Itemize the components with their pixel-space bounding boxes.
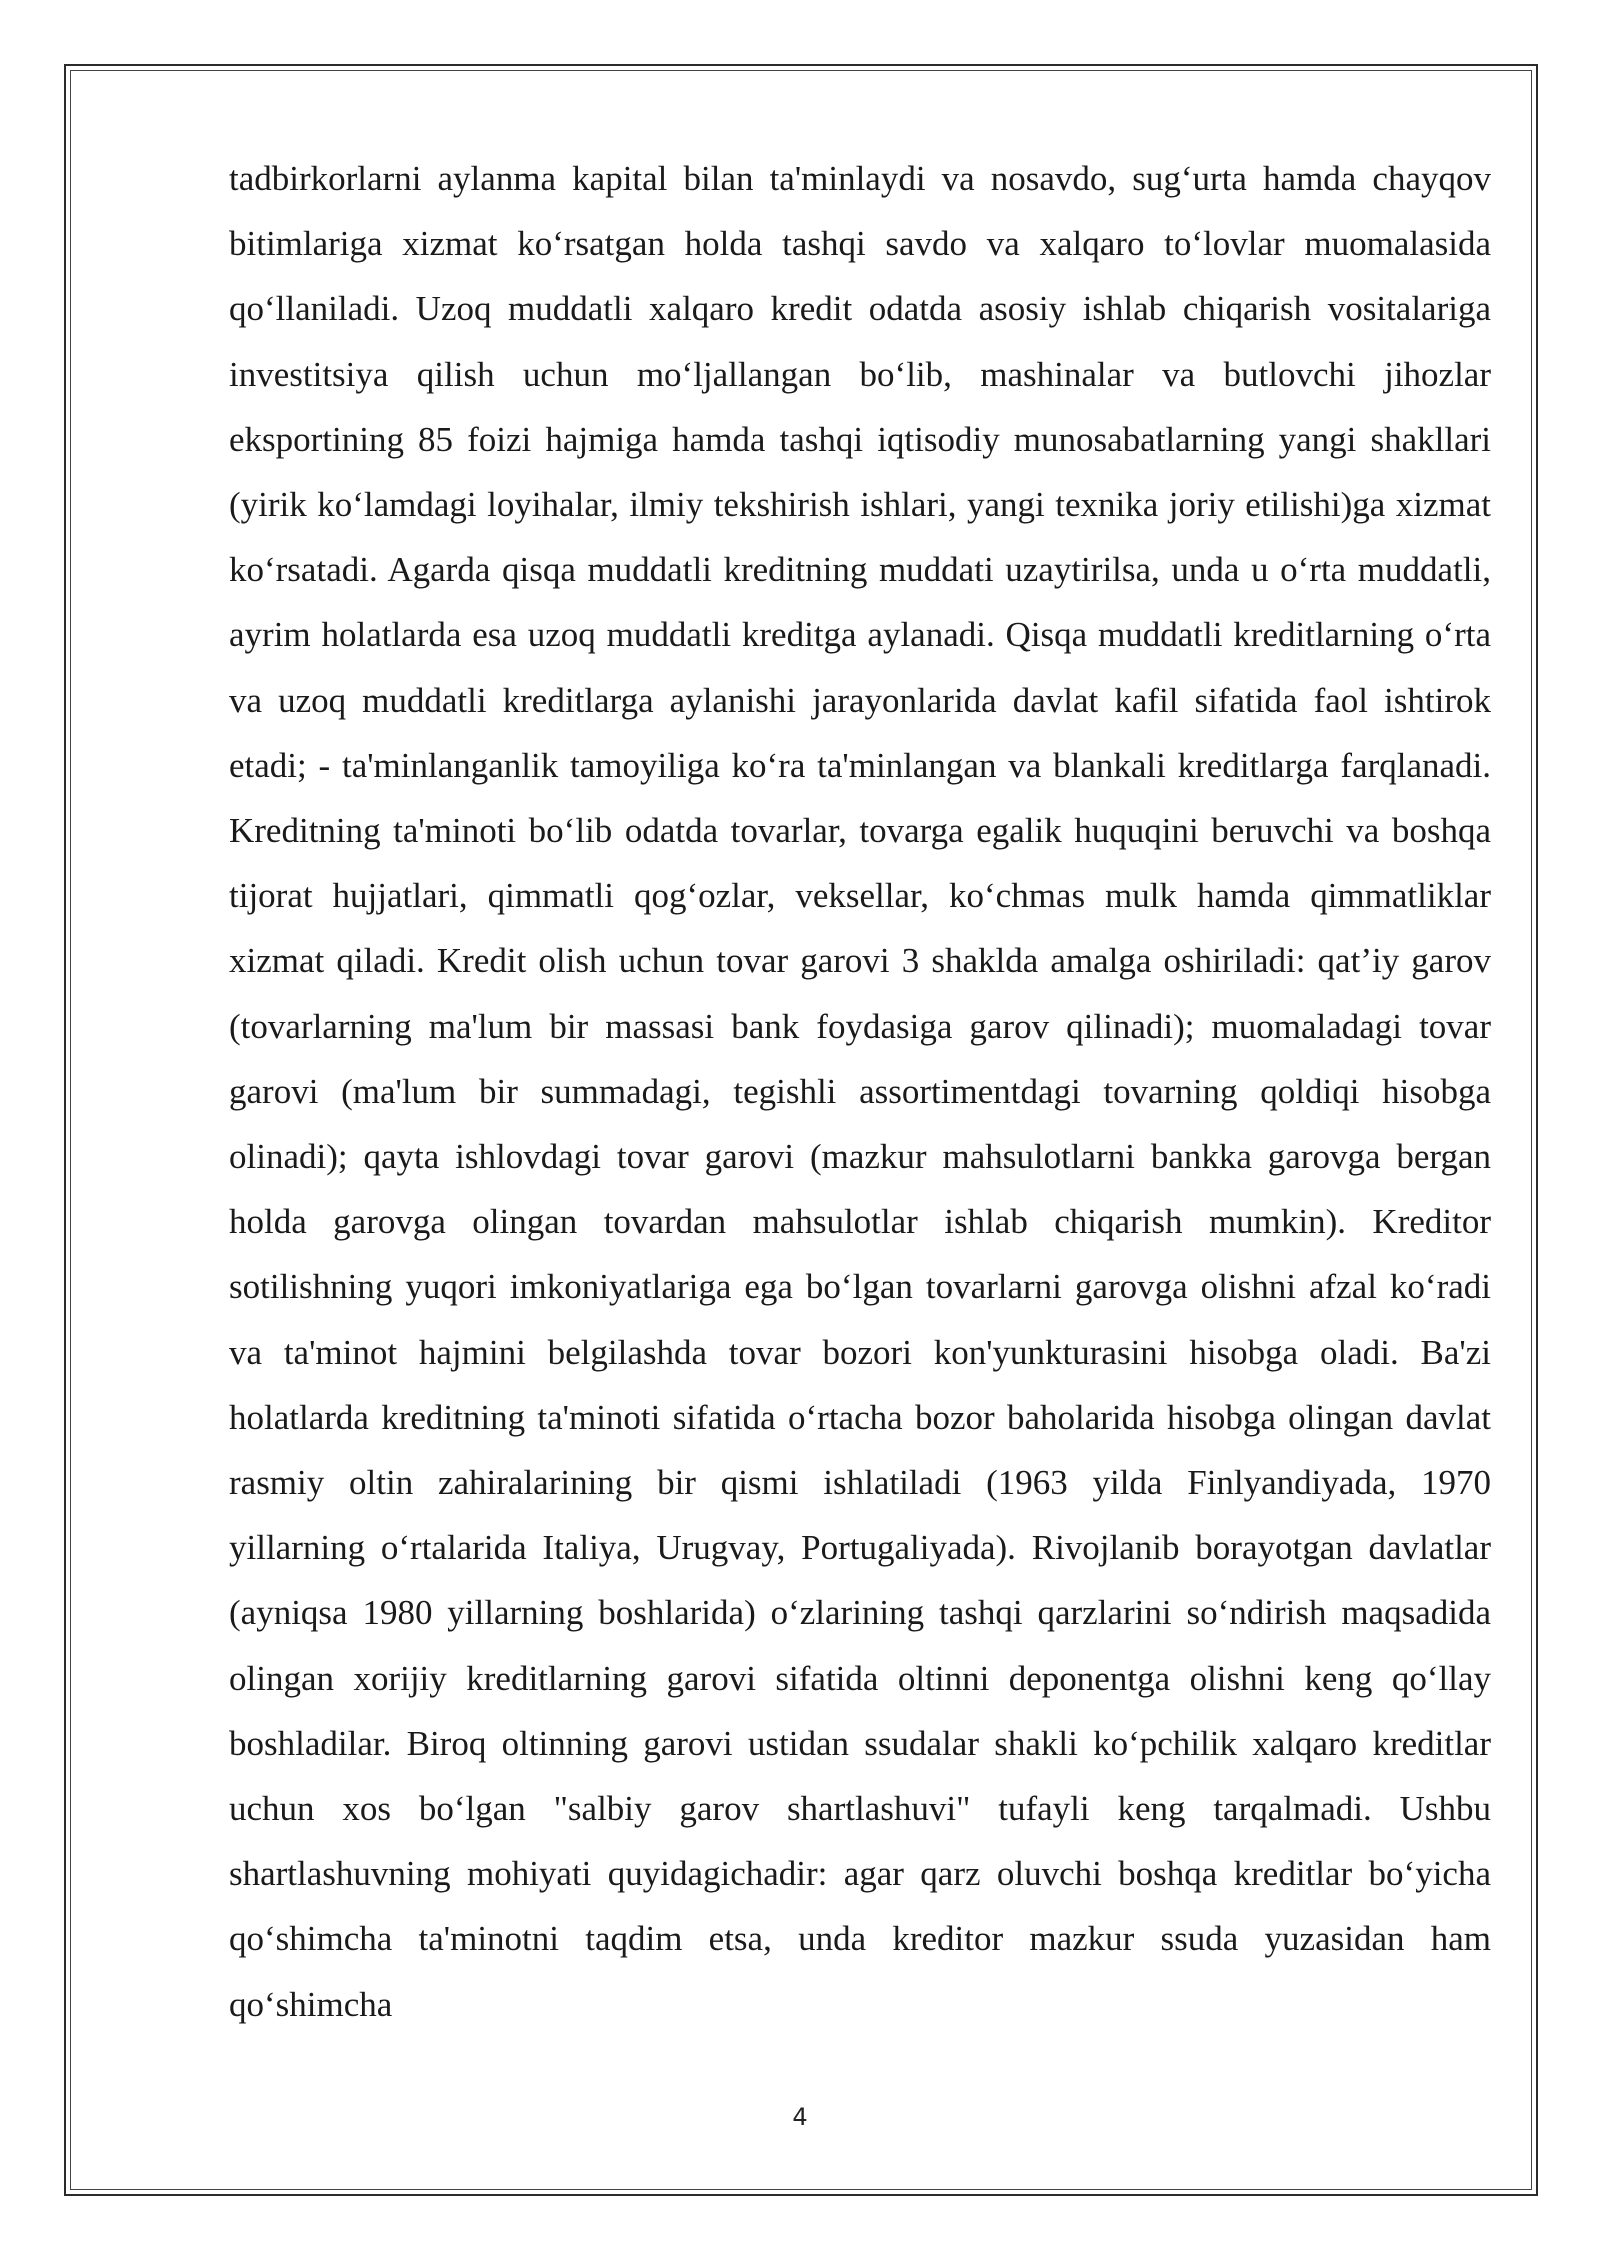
body-paragraph: tadbirkorlarni aylanma kapital bilan ta'minlaydi va nosavdo, sug‘urta hamda chayqov bitimlariga xizmat ko‘rsatgan holda tashqi savdo va xalqaro to‘lovlar muomalasida qo‘llaniladi. Uzoq muddatli xalqaro kredit odatda asosiy ishlab chiqarish vositalariga investitsiya qilish uchun mo‘ljallangan bo‘lib, mashinalar va butlovchi jihozlar eksportining 85 foizi hajmiga hamda tashqi iqtisodiy munosabatlarning yangi shakllari (yirik ko‘lamdagi loyihalar, ilmiy tekshirish ishlari, yangi texnika joriy etilishi)ga xizmat ko‘rsatadi. Agarda qisqa muddatli kreditning muddati uzaytirilsa, unda u o‘rta muddatli, ayrim holatlarda esa uzoq muddatli kreditga aylanadi. Qisqa muddatli kreditlarning o‘rta va uzoq muddatli kreditlarga aylanishi jarayonlarida davlat kafil sifatida faol ishtirok etadi; - ta'minlanganlik tamoyiliga ko‘ra ta'minlangan va blankali kreditlarga farqlanadi. Kreditning ta'minoti bo‘lib odatda tovarlar, tovarga egalik huquqini beruvchi va boshqa tijorat hujjatlari, qimmatli qog‘ozlar, veksellar, ko‘chmas mulk hamda qimmatliklar xizmat qiladi. Kredit olish uchun tovar garovi 3 shaklda amalga oshiriladi: qat’iy garov (tovarlarning ma'lum bir massasi bank foydasiga garov qilinadi); muomaladagi tovar garovi (ma'lum bir summadagi, tegishli assortimentdagi tovarning qoldiqi hisobga olinadi); qayta ishlovdagi tovar garovi (mazkur mahsulotlarni bankka garovga bergan holda garovga olingan tovardan mahsulotlar ishlab chiqarish mumkin). Kreditor sotilishning yuqori imkoniyatlariga ega bo‘lgan tovarlarni garovga olishni afzal ko‘radi va ta'minot hajmini belgilashda tovar bozori kon'yunkturasini hisobga oladi. Ba'zi holatlarda kreditning ta'minoti sifatida o‘rtacha bozor baholarida hisobga olingan davlat rasmiy oltin zahiralarining bir qismi ishlatiladi (1963 yilda Finlyandiyada, 1970 yillarning o‘rtalarida Italiya, Urugvay, Portugaliyada). Rivojlanib borayotgan davlatlar (ayniqsa 1980 yillarning boshlarida) o‘zlarining tashqi qarzlarini so‘ndirish maqsadida olingan xorijiy kreditlarning garovi sifatida oltinni deponentga olishni keng qo‘llay boshladilar. Biroq oltinning garovi ustidan ssudalar shakli ko‘pchilik xalqaro kreditlar uchun xos bo‘lgan "salbiy garov shartlashuvi" tufayli keng tarqalmadi. Ushbu shartlashuvning mohiyati quyidagichadir: agar qarz oluvchi boshqa kreditlar bo‘yicha qo‘shimcha ta'minotni taqdim etsa, unda kreditor mazkur ssuda yuzasidan ham qo‘shimcha bbox=[229, 159, 1491, 2024]
page-number: 4 bbox=[792, 2103, 808, 2131]
